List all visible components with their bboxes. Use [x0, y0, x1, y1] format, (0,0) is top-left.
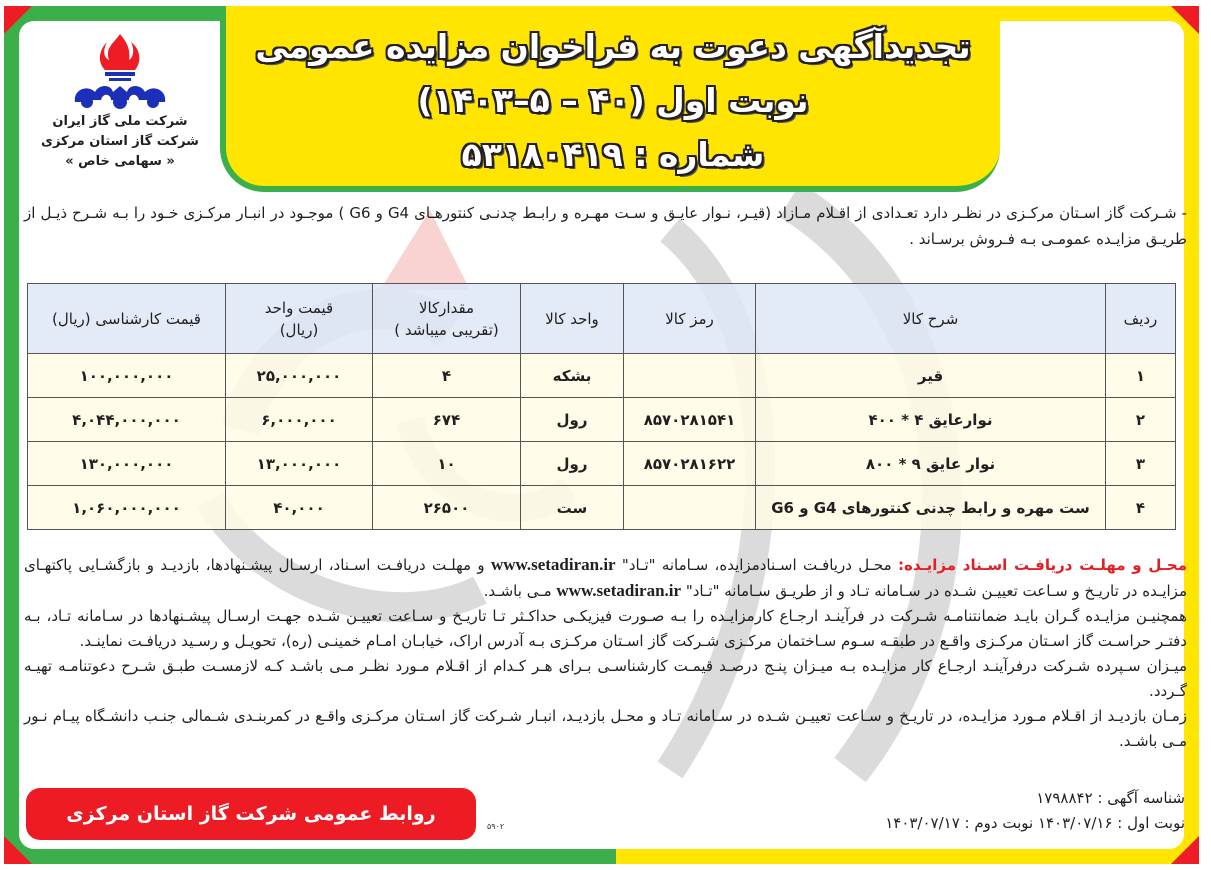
table-row — [28, 442, 1176, 486]
cell-unit-price: ۴۰,۰۰۰ — [226, 486, 373, 530]
documents-text-c: مـی باشـد. — [483, 582, 557, 600]
cell-code: ۸۵۷۰۲۸۱۵۴۱ — [624, 398, 756, 442]
cell-unit: رول — [521, 398, 624, 442]
cell-desc: ست مهره و رابط چدنی کنتورهای G4 و G6 — [756, 486, 1106, 530]
logo-line-company-type: « سهامی خاص » — [65, 154, 175, 169]
public-relations-badge: روابط عمومی شرکت گاز استان مرکزی — [26, 788, 476, 840]
th-unit: واحد کالا — [521, 284, 624, 354]
notice-body — [24, 552, 1187, 754]
paragraph-guarantee: همچنیـن مزایـده گـران بایـد ضمانتنامـه شـرکت در فرآینـد ارجـاع کارمزایـده را بـه صـورت فیزیکـی حداکـثر تـا تاریـخ و سـاعت تعییـن شـده جهـت ارسـال پیشـنهادها در سـامانه تـاد، بـه دفتـر حراسـت گاز اسـتان مرکـزی واقـع در طبقـه سـوم سـاختمان مرکـزی شـرکت گاز اسـتان مرکـزی بـه آدرس اراک، خیابـان امـام خمینـی (ره)، تحویـل و رسـید دریافـت نماینـد. — [24, 607, 1187, 650]
paragraph-documents — [24, 552, 1187, 604]
documents-label: محـل و مهلـت دریافـت اسـناد مزایـده: — [898, 556, 1187, 574]
cell-qty: ۴ — [373, 354, 521, 398]
setadiran-link[interactable]: www.setadiran.ir — [490, 555, 616, 574]
intro-paragraph: - شـرکت گاز اسـتان مرکـزی در نظـر دارد تعـدادی از اقـلام مـازاد (قیـر، نـوار عایـق و سـت مهـره و رابـط چدنـی کنتورهـای G4 و G6 ) موجـود در انبـار مرکـزی خـود را بـه شـرح ذیـل از طریـق مزایـده عمومـی بـه فـروش برسـاند . — [24, 204, 1188, 248]
th-qty — [373, 284, 521, 354]
th-qty-line2: (تقریبی میباشد ) — [394, 320, 499, 339]
cell-code — [624, 354, 756, 398]
cell-qty: ۱۰ — [373, 442, 521, 486]
cell-row: ۳ — [1106, 442, 1176, 486]
setadiran-link-2[interactable]: www.setadiran.ir — [556, 581, 682, 600]
cell-row: ۱ — [1106, 354, 1176, 398]
cell-unit: رول — [521, 442, 624, 486]
table-row — [28, 486, 1176, 530]
cell-expert-price: ۴,۰۴۴,۰۰۰,۰۰۰ — [28, 398, 226, 442]
cell-unit-price: ۱۳,۰۰۰,۰۰۰ — [226, 442, 373, 486]
cell-unit-price: ۲۵,۰۰۰,۰۰۰ — [226, 354, 373, 398]
table-row — [28, 398, 1176, 442]
banner-number: شماره : ۵۳۱۸۰۴۱۹ — [461, 135, 765, 174]
cell-code: ۸۵۷۰۲۸۱۶۲۲ — [624, 442, 756, 486]
cell-qty: ۶۷۴ — [373, 398, 521, 442]
cell-expert-price: ۱,۰۶۰,۰۰۰,۰۰۰ — [28, 486, 226, 530]
cell-row: ۴ — [1106, 486, 1176, 530]
paragraph-visit: زمـان بازدیـد از اقـلام مـورد مزایـده، در تاریـخ و سـاعت تعییـن شـده در سـامانه تـاد و محـل بازدیـد، انبـار شـرکت گاز اسـتان مرکـزی واقـع در کمربنـدی شـمالی جنـب دانشـگاه پیـام نـور مـی باشـد. — [24, 707, 1187, 750]
th-qty-line1: مقدارکالا — [418, 298, 475, 317]
documents-text-b: و مهلـت دریافـت اسـناد، ارسـال پیشـنهادها، بازدیـد و بازگشـایی پاکتهـای مزایـده در تاریـخ و سـاعت تعییـن شـده در سـامانه تـاد و از طریـق سـامانه "تـاد" — [24, 556, 1187, 600]
th-code: رمز کالا — [624, 284, 756, 354]
banner-round: نوبت اول (۴۰ – ۵–۱۴۰۳) — [417, 81, 809, 120]
th-row: ردیف — [1106, 284, 1176, 354]
publish-dates: نوبت اول : ۱۴۰۳/۰۷/۱۶ نوبت دوم : ۱۴۰۳/۰۷/۱۷ — [885, 814, 1185, 832]
th-expert-price: قیمت کارشناسی (ریال) — [28, 284, 226, 354]
cell-qty: ۲۶۵۰۰ — [373, 486, 521, 530]
cell-unit-price: ۶,۰۰۰,۰۰۰ — [226, 398, 373, 442]
logo-line-nigc: شرکت ملی گاز ایران — [52, 114, 188, 129]
th-unit-price-line1: قیمت واحد — [264, 298, 334, 317]
cell-desc: نوارعایق ۴ * ۴۰۰ — [756, 398, 1106, 442]
cell-code — [624, 486, 756, 530]
print-code: ۵۹۰۲ — [487, 822, 505, 831]
cell-expert-price: ۱۰۰,۰۰۰,۰۰۰ — [28, 354, 226, 398]
th-unit-price — [226, 284, 373, 354]
table-header-row — [28, 284, 1176, 354]
cell-unit: بشکه — [521, 354, 624, 398]
cell-expert-price: ۱۳۰,۰۰۰,۰۰۰ — [28, 442, 226, 486]
items-table — [27, 283, 1176, 530]
table-row — [28, 354, 1176, 398]
th-unit-price-line2: (ریال) — [279, 320, 319, 339]
cell-desc: قیر — [756, 354, 1106, 398]
ad-id: شناسه آگهی : ۱۷۹۸۸۴۲ — [1036, 789, 1185, 807]
company-logo — [30, 30, 210, 172]
logo-line-markazi: شرکت گاز استان مرکزی — [41, 134, 199, 149]
banner-title: تجدیدآگهی دعوت به فراخوان مزایده عمومی — [255, 27, 971, 66]
documents-text-a: محـل دریافـت اسـنادمزایده، سـامانه "تـاد" — [615, 556, 898, 574]
header-banner — [220, 6, 1000, 192]
paragraph-deposit: میـزان سـپرده شـرکت درفرآینـد ارجـاع کار مزایـده بـه میـزان پنـج درصـد قیمـت کارشناسـی بـرای هـر کـدام از اقـلام مـورد نظـر مـی باشـد کـه لازمسـت طبـق شـرح دعوتنامـه تهیـه گـردد. — [24, 657, 1187, 700]
nigc-flame-logo-icon — [65, 30, 175, 112]
cell-unit: ست — [521, 486, 624, 530]
th-desc: شرح کالا — [756, 284, 1106, 354]
cell-desc: نوار عایق ۹ * ۸۰۰ — [756, 442, 1106, 486]
footer-info — [885, 786, 1185, 836]
cell-row: ۲ — [1106, 398, 1176, 442]
